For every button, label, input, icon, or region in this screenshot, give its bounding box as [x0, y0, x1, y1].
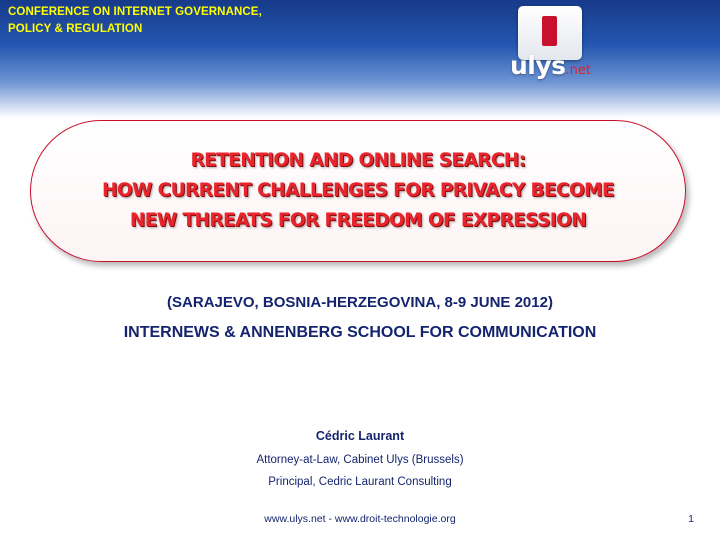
conference-label	[8, 4, 298, 38]
conference-label-line: CONFERENCE ON INTERNET GOVERNANCE,	[8, 6, 262, 18]
footer-links: www.ulys.net - www.droit-technologie.org	[264, 513, 456, 525]
ulys-logo	[508, 6, 594, 98]
title-line: HOW CURRENT CHALLENGES FOR PRIVACY BECOME	[101, 180, 614, 201]
logo-red-mark	[542, 16, 557, 46]
title-line: RETENTION AND ONLINE SEARCH:	[190, 150, 526, 171]
conference-label-line: POLICY & REGULATION	[8, 23, 143, 35]
logo-name: ulys	[510, 51, 566, 80]
logo-suffix: .net	[565, 63, 592, 78]
event-organizers: INTERNEWS & ANNENBERG SCHOOL FOR COMMUNICATION	[123, 324, 597, 341]
slide-title	[102, 146, 614, 236]
author-name: Cédric Laurant	[315, 429, 405, 443]
page-number: 1	[688, 513, 694, 525]
logo-wordmark	[510, 52, 591, 85]
event-location-date: (SARAJEVO, BOSNIA-HERZEGOVINA, 8-9 JUNE 2012)	[167, 294, 553, 311]
author-role: Attorney-at-Law, Cabinet Ulys (Brussels)	[256, 454, 464, 466]
title-box	[30, 120, 686, 262]
author-role: Principal, Cedric Laurant Consulting	[268, 476, 452, 488]
title-line: NEW THREATS FOR FREEDOM OF EXPRESSION	[129, 210, 587, 231]
